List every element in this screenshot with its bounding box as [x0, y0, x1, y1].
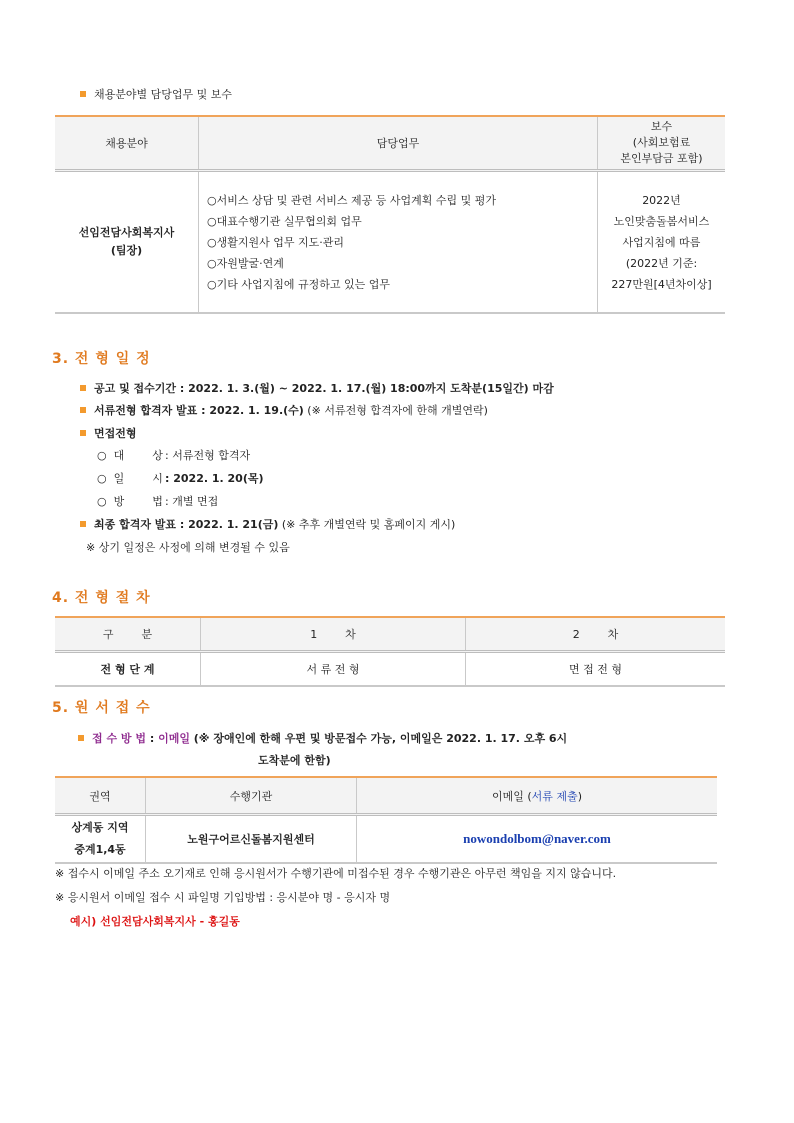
section5-title: 5. 원 서 접 수 [52, 700, 151, 716]
duty-item: ○대표수행기관 실무협의회 업무 [207, 214, 362, 228]
interview-date: ○ 일 시 : 2022. 1. 20(목) [97, 472, 264, 485]
email-header: 이메일 (서류 제출) [357, 777, 718, 815]
pay-cell: 2022년 노인맞춤돌봄서비스 사업지침에 따름 (2022년 기준: 227만원[4년차이상] [598, 171, 726, 314]
duty-item: ○생활지원사 업무 지도·관리 [207, 235, 344, 249]
header-pay: 보수 (사회보험료 본인부담금 포함) [598, 116, 726, 171]
note-filename: ※ 응시원서 이메일 접수 시 파일명 기입방법 : 응시분야 명 - 응시자 명 [55, 891, 391, 904]
bullet-icon [78, 735, 84, 741]
header-duties: 담당업무 [199, 116, 598, 171]
section4-title: 4. 전 형 절 차 [52, 590, 151, 606]
note-email-error: ※ 접수시 이메일 주소 오기재로 인해 응시원서가 수행기관에 미접수된 경우 수행기관은 아무런 책임을 지지 않습니다. [55, 867, 617, 880]
section3-title: 3. 전 형 일 정 [52, 351, 151, 367]
schedule-document-result: 서류전형 합격자 발표 : 2022. 1. 19.(수) (※ 서류전형 합격자에 한해 개별연락) [80, 402, 488, 418]
header-field: 채용분야 [55, 116, 199, 171]
bullet-icon [80, 385, 86, 391]
procedure-table: 구 분 1 차 2 차 전 형 단 계 서 류 전 형 면 접 전 형 [55, 616, 725, 687]
agency-cell: 노원구어르신돌봄지원센터 [146, 815, 357, 864]
region-cell: 상계동 지역 중계1,4동 [71, 821, 129, 856]
bullet-icon [80, 521, 86, 527]
interview-method: ○ 방 법 : 개별 면접 [97, 495, 219, 508]
duties-cell [199, 171, 598, 314]
duty-item: ○서비스 상담 및 관련 서비스 제공 등 사업계획 수립 및 평가 [207, 193, 496, 207]
recruitment-table [55, 115, 725, 314]
field-cell: 선임전담사회복지사 (팀장) [55, 171, 199, 314]
section-intro: 채용분야별 담당업무 및 보수 [80, 86, 232, 102]
schedule-interview: 면접전형 [80, 425, 137, 441]
application-method: 접 수 방 법 : 이메일 (※ 장애인에 한해 우편 및 방문접수 가능, 이메일은 2022. 1. 17. 오후 6시 도착분에 한함) [78, 728, 718, 772]
bullet-icon [80, 407, 86, 413]
schedule-note: ※ 상기 일정은 사정에 의해 변경될 수 있음 [86, 541, 290, 554]
interview-target: ○ 대 상 : 서류전형 합격자 [97, 449, 251, 462]
duty-item: ○자원발굴·연계 [207, 256, 284, 270]
submission-table: 권역 수행기관 이메일 (서류 제출) 상계동 지역 중계1,4동 노원구어르신돌봄지원센터 nowondolbom@naver.com [55, 776, 717, 864]
filename-example: 예시) 선임전담사회복지사 - 홍길동 [70, 915, 240, 928]
email-link[interactable]: nowondolbom@naver.com [357, 815, 718, 864]
bullet-icon [80, 430, 86, 436]
bullet-icon [80, 91, 86, 97]
schedule-final-result: 최종 합격자 발표 : 2022. 1. 21(금) (※ 추후 개별연락 및 홈페이지 게시) [80, 516, 455, 532]
duty-item: ○기타 사업지침에 규정하고 있는 업무 [207, 277, 390, 291]
schedule-application: 공고 및 접수기간 : 2022. 1. 3.(월) ~ 2022. 1. 17.(월) 18:00까지 도착분(15일간) 마감 [80, 380, 554, 396]
